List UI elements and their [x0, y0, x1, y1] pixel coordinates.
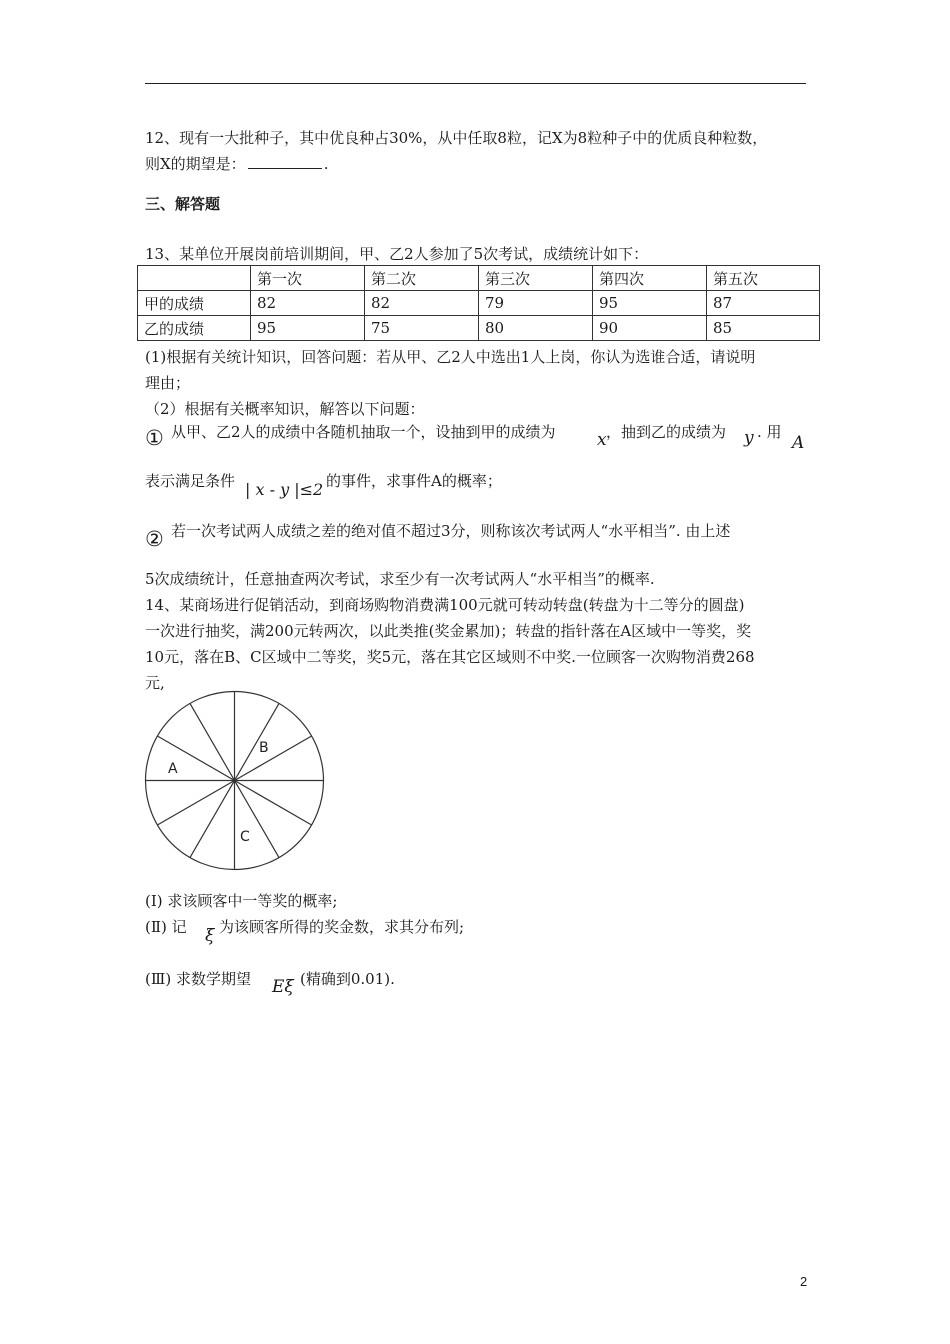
wheel-label-a: A: [168, 761, 178, 777]
q12-line1: 12、现有一大批种子，其中优良种占30%，从中任取8粒，记X为8粒种子中的优质良种粒数，: [145, 129, 768, 147]
table-header-cell: 第四次: [593, 266, 707, 291]
circled-marker-2: ②: [145, 527, 164, 551]
page-number: 2: [800, 1274, 808, 1289]
wheel-label-b: B: [259, 740, 269, 756]
q13-sub2-text: 若一次考试两人成绩之差的绝对值不超过3分，则称该次考试两人“水平相当”. 由上述: [171, 522, 731, 540]
table-header-cell: [138, 266, 251, 291]
wheel-label-c: C: [240, 829, 250, 845]
q14-part1: (Ⅰ) 求该顾客中一等奖的概率;: [145, 892, 338, 910]
q13-sub2-line2: 5次成绩统计，任意抽查两次考试，求至少有一次考试两人“水平相当”的概率.: [145, 570, 655, 588]
table-row: [138, 316, 820, 341]
table-header-cell: 第一次: [251, 266, 365, 291]
table-row: [138, 291, 820, 316]
table-cell: 79: [479, 291, 593, 316]
q13-part2-intro: （2）根据有关概率知识，解答以下问题：: [145, 400, 425, 418]
row-label: 乙的成绩: [138, 316, 251, 341]
table-cell: 95: [251, 316, 365, 341]
section-title: 三、解答题: [145, 195, 221, 213]
q14-line4: 元,: [145, 674, 165, 692]
q13-part1-line1: (1)根据有关统计知识，回答问题：若从甲、乙2人中选出1人上岗，你认为选谁合适，请说明: [145, 348, 756, 366]
prize-wheel-diagram: [142, 689, 328, 875]
q14-part3-a: (Ⅲ) 求数学期望: [145, 970, 251, 988]
q14-part2-b: 为该顾客所得的奖金数，求其分布列;: [219, 918, 465, 936]
answer-blank: [248, 154, 322, 169]
var-xi: ξ: [205, 926, 215, 946]
table-header-row: [138, 266, 820, 291]
q13-intro: 13、某单位开展岗前培训期间，甲、乙2人参加了5次考试，成绩统计如下：: [145, 245, 649, 263]
circled-marker-1: ①: [145, 426, 164, 450]
table-cell: 87: [707, 291, 820, 316]
table-header-cell: 第三次: [479, 266, 593, 291]
header-rule: [145, 83, 806, 84]
table-cell: 85: [707, 316, 820, 341]
scores-table: [137, 265, 820, 341]
table-cell: 82: [251, 291, 365, 316]
condition-expression: | x - y |≤2: [245, 480, 324, 499]
table-cell: 90: [593, 316, 707, 341]
var-x: x: [597, 430, 607, 450]
q13-sub1-text-b: ，抽到乙的成绩为: [606, 423, 727, 441]
table-cell: 80: [479, 316, 593, 341]
q12-line2-suffix: .: [323, 155, 329, 173]
q13-sub1-line2-a: 表示满足条件: [145, 472, 236, 490]
q14-line3: 10元，落在B、C区域中二等奖，奖5元，落在其它区域则不中奖.一位顾客一次购物消费268: [145, 648, 755, 666]
table-header-cell: 第二次: [365, 266, 479, 291]
row-label: 甲的成绩: [138, 291, 251, 316]
var-expectation: Eξ: [272, 977, 294, 997]
q13-sub1-line2-b: 的事件，求事件A的概率；: [326, 472, 502, 490]
q14-part2-a: (Ⅱ) 记: [145, 918, 187, 936]
table-cell: 75: [365, 316, 479, 341]
q13-part1-line2: 理由；: [145, 374, 191, 392]
q14-line2: 一次进行抽奖，满200元转两次，以此类推(奖金累加)；转盘的指针落在A区域中一等奖，奖: [145, 622, 752, 640]
table-cell: 82: [365, 291, 479, 316]
q13-sub1-text-a: 从甲、乙2人的成绩中各随机抽取一个，设抽到甲的成绩为: [171, 423, 556, 441]
var-y: y: [744, 428, 754, 448]
q12-line2-prefix: 则X的期望是：: [145, 155, 246, 173]
q14-part3-b: (精确到0.01).: [300, 970, 395, 988]
q12-line2: [145, 153, 328, 174]
table-header-cell: 第五次: [707, 266, 820, 291]
q14-line1: 14、某商场进行促销活动，到商场购物消费满100元就可转动转盘(转盘为十二等分的圆盘): [145, 596, 745, 614]
var-A: A: [792, 433, 805, 453]
table-cell: 95: [593, 291, 707, 316]
q13-sub1-text-c: . 用: [757, 423, 782, 441]
